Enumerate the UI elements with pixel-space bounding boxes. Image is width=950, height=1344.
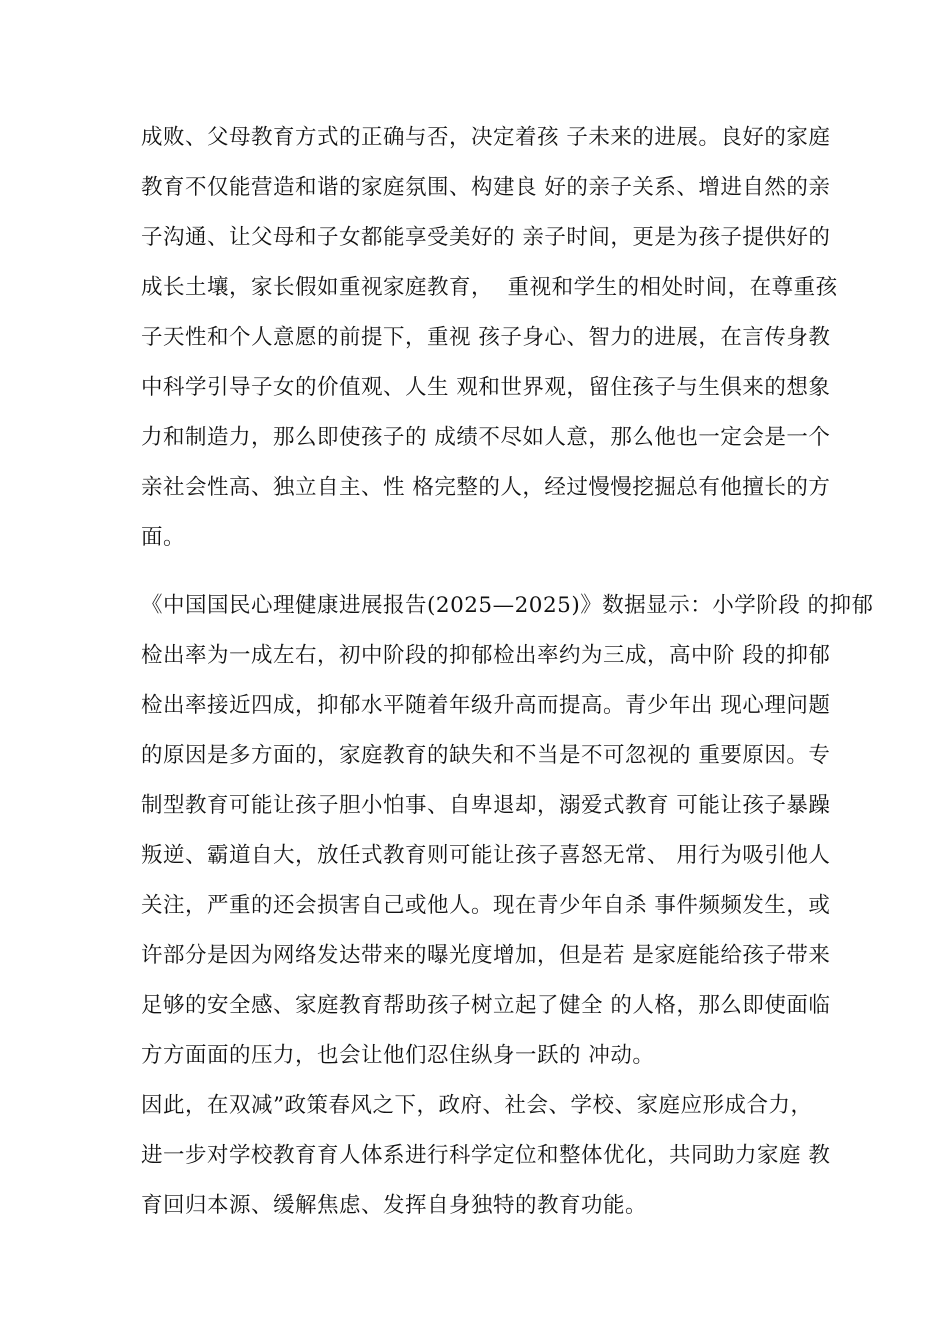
paragraph-1-line-3: 子沟通、让父母和子女都能享受美好的 亲子时间，更是为孩子提供好的 [141,225,831,250]
paragraph-1-line-2: 教育不仅能营造和谐的家庭氛围、构建良 好的亲子关系、增进自然的亲 [141,175,831,200]
paragraph-2-line-1: 《中国国民心理健康进展报告(2025—2025)》数据显示：小学阶段 的抑郁 [141,593,874,618]
paragraph-3-line-1: 因此，在双减”政策春风之下，政府、社会、学校、家庭应形成合力， [141,1093,813,1118]
paragraph-1-line-5: 子天性和个人意愿的前提下，重视 孩子身心、智力的进展，在言传身教 [141,325,831,350]
paragraph-2-line-6: 叛逆、霸道自大，放任式教育则可能让孩子喜怒无常、 用行为吸引他人 [141,843,831,868]
paragraph-1-line-6: 中科学引导子女的价值观、人生 观和世界观，留住孩子与生俱来的想象 [141,375,831,400]
paragraph-2-line-2: 检出率为一成左右，初中阶段的抑郁检出率约为三成，高中阶 段的抑郁 [141,643,831,668]
paragraph-2-line-7: 关注，严重的还会损害自己或他人。现在青少年自杀 事件频频发生，或 [141,893,831,918]
paragraph-2-line-4: 的原因是多方面的，家庭教育的缺失和不当是不可忽视的 重要原因。专 [141,743,831,768]
paragraph-1-line-7: 力和制造力，那么即使孩子的 成绩不尽如人意，那么他也一定会是一个 [141,425,831,450]
paragraph-1-line-8: 亲社会性高、独立自主、性 格完整的人，经过慢慢挖掘总有他擅长的方 [141,475,831,500]
paragraph-1-line-1: 成败、父母教育方式的正确与否，决定着孩 子未来的进展。良好的家庭 [141,125,831,150]
paragraph-2-line-3: 检出率接近四成，抑郁水平随着年级升高而提高。青少年出 现心理问题 [141,693,831,718]
paragraph-2-line-5: 制型教育可能让孩子胆小怕事、自卑退却，溺爱式教育 可能让孩子暴躁 [141,793,831,818]
paragraph-1-line-9: 面。 [141,525,186,550]
paragraph-2-line-8: 许部分是因为网络发达带来的曝光度增加，但是若 是家庭能给孩子带来 [141,943,831,968]
paragraph-3-line-2: 进一步对学校教育育人体系进行科学定位和整体优化，共同助力家庭 教 [141,1143,831,1168]
paragraph-2-line-10: 方方面面的压力，也会让他们忍住纵身一跃的 冲动。 [141,1043,655,1068]
paragraph-3-line-3: 育回归本源、缓解焦虑、发挥自身独特的教育功能。 [141,1193,648,1218]
paragraph-1-line-4: 成长土壤，家长假如重视家庭教育， 重视和学生的相处时间，在尊重孩 [141,275,838,300]
paragraph-2-line-9: 足够的安全感、家庭教育帮助孩子树立起了健全 的人格，那么即使面临 [141,993,831,1018]
